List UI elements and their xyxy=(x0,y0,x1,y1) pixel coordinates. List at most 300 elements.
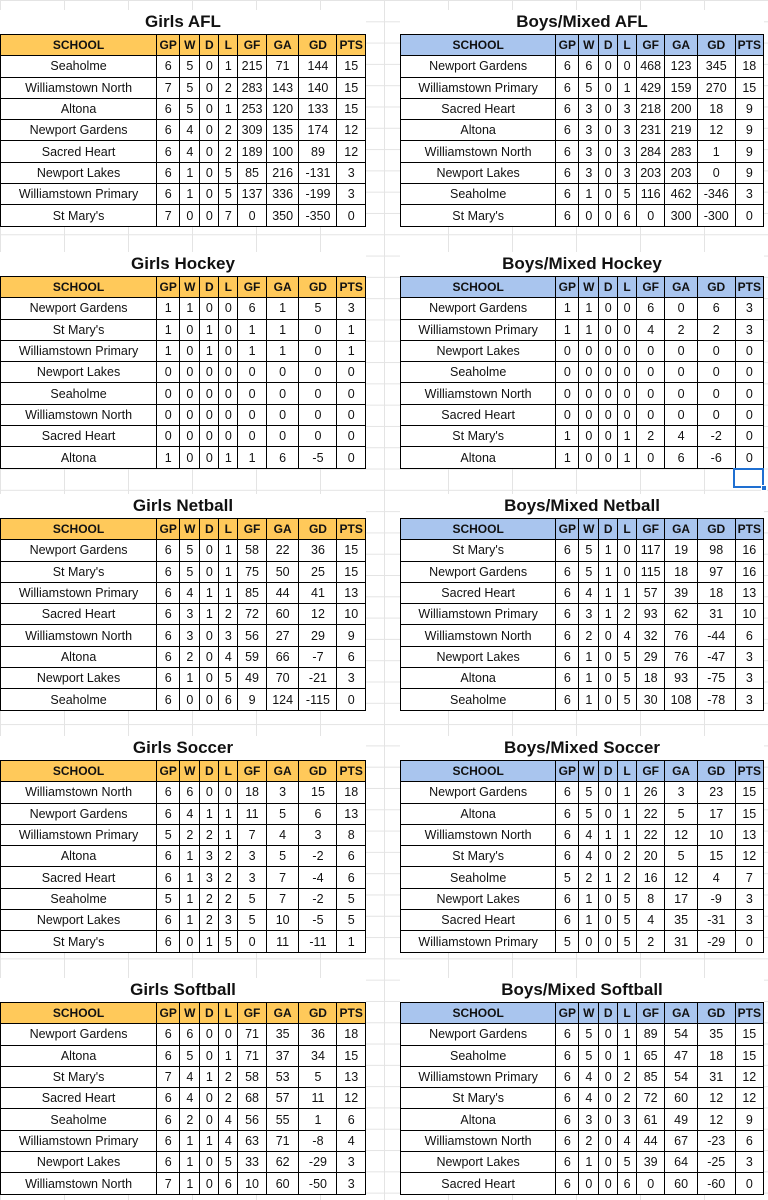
stat-cell-gp[interactable]: 6 xyxy=(157,1088,180,1109)
stat-cell-gd[interactable]: -4 xyxy=(299,867,337,888)
stat-cell-ga[interactable]: 35 xyxy=(665,910,698,931)
stat-cell-l[interactable]: 1 xyxy=(618,782,637,803)
stat-cell-d[interactable]: 0 xyxy=(599,141,618,162)
stat-cell-ga[interactable]: 0 xyxy=(665,340,698,361)
stat-cell-gp[interactable]: 6 xyxy=(556,561,579,582)
school-cell[interactable]: Williamstown Primary xyxy=(401,931,556,952)
school-cell[interactable]: Williamstown North xyxy=(401,824,556,845)
stat-cell-gd[interactable]: -60 xyxy=(697,1173,735,1194)
stat-cell-ga[interactable]: 350 xyxy=(266,205,299,226)
stat-cell-gd[interactable]: 0 xyxy=(697,162,735,183)
stat-cell-pts[interactable]: 3 xyxy=(337,298,366,319)
stat-cell-gd[interactable]: -9 xyxy=(697,888,735,909)
stat-cell-gf[interactable]: 0 xyxy=(637,447,665,468)
stat-cell-gf[interactable]: 5 xyxy=(238,910,266,931)
stat-cell-l[interactable]: 2 xyxy=(618,1088,637,1109)
stat-cell-l[interactable]: 2 xyxy=(219,867,238,888)
school-cell[interactable]: Sacred Heart xyxy=(1,867,157,888)
stat-cell-gd[interactable]: -346 xyxy=(697,184,735,205)
stat-cell-ga[interactable]: 62 xyxy=(266,1152,299,1173)
stat-cell-gd[interactable]: -199 xyxy=(299,184,337,205)
stat-cell-d[interactable]: 0 xyxy=(200,561,219,582)
stat-cell-w[interactable]: 0 xyxy=(180,447,200,468)
stat-cell-gf[interactable]: 2 xyxy=(637,426,665,447)
stat-cell-gf[interactable]: 85 xyxy=(238,162,266,183)
stat-cell-d[interactable]: 0 xyxy=(200,1088,219,1109)
stat-cell-l[interactable]: 1 xyxy=(219,803,238,824)
stat-cell-gf[interactable]: 231 xyxy=(637,120,665,141)
stat-cell-ga[interactable]: 0 xyxy=(665,383,698,404)
stat-cell-d[interactable]: 3 xyxy=(200,867,219,888)
stat-cell-w[interactable]: 5 xyxy=(180,77,200,98)
stat-cell-pts[interactable]: 0 xyxy=(735,340,763,361)
stat-cell-gp[interactable]: 6 xyxy=(556,162,579,183)
stat-cell-gp[interactable]: 6 xyxy=(556,120,579,141)
stat-cell-l[interactable]: 0 xyxy=(618,362,637,383)
stat-cell-gp[interactable]: 6 xyxy=(157,910,180,931)
column-header-gd[interactable]: GD xyxy=(299,761,337,782)
school-cell[interactable]: Williamstown North xyxy=(1,404,157,425)
stat-cell-ga[interactable]: 5 xyxy=(266,803,299,824)
stat-cell-d[interactable]: 1 xyxy=(200,319,219,340)
stat-cell-gd[interactable]: 0 xyxy=(299,319,337,340)
stat-cell-l[interactable]: 6 xyxy=(618,1173,637,1194)
stat-cell-ga[interactable]: 53 xyxy=(266,1066,299,1087)
stat-cell-l[interactable]: 3 xyxy=(219,625,238,646)
column-header-gf[interactable]: GF xyxy=(238,761,266,782)
school-cell[interactable]: Newport Gardens xyxy=(401,561,556,582)
stat-cell-w[interactable]: 0 xyxy=(180,426,200,447)
stat-cell-ga[interactable]: 135 xyxy=(266,120,299,141)
stat-cell-pts[interactable]: 7 xyxy=(735,867,763,888)
stat-cell-pts[interactable]: 3 xyxy=(735,910,763,931)
stat-cell-pts[interactable]: 18 xyxy=(337,782,366,803)
stat-cell-d[interactable]: 0 xyxy=(599,162,618,183)
school-cell[interactable]: St Mary's xyxy=(401,426,556,447)
stat-cell-l[interactable]: 2 xyxy=(219,846,238,867)
stat-cell-w[interactable]: 0 xyxy=(180,340,200,361)
stat-cell-d[interactable]: 0 xyxy=(599,77,618,98)
stat-cell-ga[interactable]: 5 xyxy=(665,803,698,824)
column-header-gf[interactable]: GF xyxy=(238,277,266,298)
column-header-d[interactable]: D xyxy=(200,761,219,782)
stat-cell-gf[interactable]: 39 xyxy=(637,1152,665,1173)
stat-cell-pts[interactable]: 0 xyxy=(337,383,366,404)
stat-cell-l[interactable]: 1 xyxy=(618,426,637,447)
stat-cell-gp[interactable]: 6 xyxy=(157,668,180,689)
stat-cell-pts[interactable]: 15 xyxy=(337,1045,366,1066)
stat-cell-gf[interactable]: 63 xyxy=(238,1130,266,1151)
stat-cell-gd[interactable]: -2 xyxy=(299,846,337,867)
stat-cell-d[interactable]: 0 xyxy=(599,426,618,447)
stat-cell-gp[interactable]: 5 xyxy=(556,867,579,888)
school-cell[interactable]: Williamstown Primary xyxy=(1,340,157,361)
stat-cell-l[interactable]: 0 xyxy=(618,340,637,361)
stat-cell-d[interactable]: 1 xyxy=(599,867,618,888)
stat-cell-ga[interactable]: 54 xyxy=(665,1066,698,1087)
column-header-school[interactable]: SCHOOL xyxy=(401,1003,556,1024)
column-header-pts[interactable]: PTS xyxy=(735,277,763,298)
stat-cell-gp[interactable]: 0 xyxy=(157,404,180,425)
column-header-gd[interactable]: GD xyxy=(697,1003,735,1024)
stat-cell-gd[interactable]: 0 xyxy=(299,362,337,383)
stat-cell-ga[interactable]: 1 xyxy=(266,340,299,361)
school-cell[interactable]: Altona xyxy=(1,1045,157,1066)
stat-cell-l[interactable]: 0 xyxy=(219,426,238,447)
stat-cell-d[interactable]: 0 xyxy=(200,184,219,205)
stat-cell-w[interactable]: 4 xyxy=(180,803,200,824)
stat-cell-gd[interactable]: -29 xyxy=(697,931,735,952)
column-header-gp[interactable]: GP xyxy=(556,1003,579,1024)
school-cell[interactable]: Newport Gardens xyxy=(1,803,157,824)
school-cell[interactable]: Altona xyxy=(1,646,157,667)
stat-cell-w[interactable]: 0 xyxy=(579,1173,599,1194)
stat-cell-gp[interactable]: 6 xyxy=(556,846,579,867)
stat-cell-ga[interactable]: 76 xyxy=(665,646,698,667)
stat-cell-ga[interactable]: 0 xyxy=(266,426,299,447)
school-cell[interactable]: Newport Lakes xyxy=(401,162,556,183)
stat-cell-gp[interactable]: 1 xyxy=(556,426,579,447)
stat-cell-l[interactable]: 2 xyxy=(219,1066,238,1087)
column-header-w[interactable]: W xyxy=(579,761,599,782)
stat-cell-ga[interactable]: 19 xyxy=(665,540,698,561)
school-cell[interactable]: Sacred Heart xyxy=(401,404,556,425)
column-header-w[interactable]: W xyxy=(579,1003,599,1024)
stat-cell-ga[interactable]: 123 xyxy=(665,56,698,77)
stat-cell-gf[interactable]: 59 xyxy=(238,646,266,667)
stat-cell-gd[interactable]: -6 xyxy=(697,447,735,468)
column-header-gp[interactable]: GP xyxy=(556,519,579,540)
stat-cell-d[interactable]: 0 xyxy=(200,540,219,561)
stat-cell-l[interactable]: 1 xyxy=(618,803,637,824)
stat-cell-gd[interactable]: 15 xyxy=(697,846,735,867)
stat-cell-l[interactable]: 1 xyxy=(219,561,238,582)
stat-cell-w[interactable]: 1 xyxy=(180,888,200,909)
stat-cell-gd[interactable]: -11 xyxy=(299,931,337,952)
stat-cell-pts[interactable]: 3 xyxy=(735,888,763,909)
stat-cell-gd[interactable]: 0 xyxy=(697,340,735,361)
column-header-gp[interactable]: GP xyxy=(157,35,180,56)
stat-cell-w[interactable]: 3 xyxy=(579,120,599,141)
stat-cell-pts[interactable]: 6 xyxy=(337,846,366,867)
stat-cell-gd[interactable]: -44 xyxy=(697,625,735,646)
stat-cell-l[interactable]: 1 xyxy=(219,824,238,845)
stat-cell-d[interactable]: 0 xyxy=(200,120,219,141)
stat-cell-gf[interactable]: 3 xyxy=(238,846,266,867)
school-cell[interactable]: Williamstown North xyxy=(401,1130,556,1151)
stat-cell-d[interactable]: 0 xyxy=(599,846,618,867)
stat-cell-gf[interactable]: 32 xyxy=(637,625,665,646)
stat-cell-gd[interactable]: 6 xyxy=(299,803,337,824)
stat-cell-w[interactable]: 1 xyxy=(579,1152,599,1173)
column-header-gd[interactable]: GD xyxy=(697,35,735,56)
stat-cell-gf[interactable]: 72 xyxy=(238,604,266,625)
stat-cell-pts[interactable]: 15 xyxy=(337,77,366,98)
school-cell[interactable]: Williamstown Primary xyxy=(401,604,556,625)
stat-cell-gp[interactable]: 6 xyxy=(157,98,180,119)
stat-cell-gp[interactable]: 6 xyxy=(157,540,180,561)
stat-cell-gp[interactable]: 6 xyxy=(556,184,579,205)
stat-cell-gd[interactable]: 1 xyxy=(299,1109,337,1130)
stat-cell-d[interactable]: 2 xyxy=(200,888,219,909)
stat-cell-l[interactable]: 4 xyxy=(618,625,637,646)
column-header-school[interactable]: SCHOOL xyxy=(401,35,556,56)
school-cell[interactable]: Sacred Heart xyxy=(1,1088,157,1109)
stat-cell-w[interactable]: 1 xyxy=(180,668,200,689)
school-cell[interactable]: St Mary's xyxy=(401,1088,556,1109)
stat-cell-gp[interactable]: 1 xyxy=(556,298,579,319)
stat-cell-l[interactable]: 0 xyxy=(219,404,238,425)
stat-cell-gd[interactable]: 36 xyxy=(299,540,337,561)
stat-cell-gd[interactable]: 12 xyxy=(697,1109,735,1130)
stat-cell-pts[interactable]: 15 xyxy=(735,803,763,824)
stat-cell-gf[interactable]: 93 xyxy=(637,604,665,625)
stat-cell-d[interactable]: 0 xyxy=(599,447,618,468)
stat-cell-d[interactable]: 0 xyxy=(599,205,618,226)
stat-cell-gd[interactable]: 6 xyxy=(697,298,735,319)
school-cell[interactable]: Seaholme xyxy=(1,56,157,77)
stat-cell-gp[interactable]: 6 xyxy=(157,141,180,162)
stat-cell-ga[interactable]: 6 xyxy=(665,447,698,468)
stat-cell-pts[interactable]: 15 xyxy=(337,540,366,561)
stat-cell-gd[interactable]: -50 xyxy=(299,1173,337,1194)
column-header-pts[interactable]: PTS xyxy=(337,277,366,298)
stat-cell-w[interactable]: 4 xyxy=(579,824,599,845)
school-cell[interactable]: Seaholme xyxy=(1,383,157,404)
stat-cell-gp[interactable]: 6 xyxy=(556,1173,579,1194)
stat-cell-l[interactable]: 0 xyxy=(219,383,238,404)
stat-cell-ga[interactable]: 37 xyxy=(266,1045,299,1066)
column-header-l[interactable]: L xyxy=(219,277,238,298)
stat-cell-ga[interactable]: 143 xyxy=(266,77,299,98)
stat-cell-gd[interactable]: 345 xyxy=(697,56,735,77)
stat-cell-d[interactable]: 1 xyxy=(599,561,618,582)
column-header-gf[interactable]: GF xyxy=(637,761,665,782)
stat-cell-d[interactable]: 0 xyxy=(200,625,219,646)
stat-cell-gf[interactable]: 22 xyxy=(637,803,665,824)
stat-cell-l[interactable]: 0 xyxy=(219,1024,238,1045)
stat-cell-ga[interactable]: 27 xyxy=(266,625,299,646)
school-cell[interactable]: Newport Gardens xyxy=(1,298,157,319)
stat-cell-ga[interactable]: 336 xyxy=(266,184,299,205)
stat-cell-gd[interactable]: 18 xyxy=(697,98,735,119)
stat-cell-l[interactable]: 3 xyxy=(618,162,637,183)
column-header-gf[interactable]: GF xyxy=(637,519,665,540)
stat-cell-w[interactable]: 1 xyxy=(579,888,599,909)
stat-cell-d[interactable]: 1 xyxy=(200,340,219,361)
column-header-gp[interactable]: GP xyxy=(556,35,579,56)
stat-cell-gf[interactable]: 0 xyxy=(238,931,266,952)
stat-cell-gd[interactable]: 12 xyxy=(697,1088,735,1109)
stat-cell-w[interactable]: 1 xyxy=(180,846,200,867)
stat-cell-w[interactable]: 5 xyxy=(579,77,599,98)
stat-cell-ga[interactable]: 17 xyxy=(665,888,698,909)
stat-cell-gf[interactable]: 283 xyxy=(238,77,266,98)
stat-cell-ga[interactable]: 2 xyxy=(665,319,698,340)
stat-cell-gp[interactable]: 1 xyxy=(556,447,579,468)
stat-cell-gd[interactable]: -29 xyxy=(299,1152,337,1173)
stat-cell-w[interactable]: 3 xyxy=(579,1109,599,1130)
stat-cell-ga[interactable]: 1 xyxy=(266,319,299,340)
stat-cell-pts[interactable]: 16 xyxy=(735,561,763,582)
stat-cell-gf[interactable]: 58 xyxy=(238,540,266,561)
school-cell[interactable]: Williamstown North xyxy=(1,77,157,98)
stat-cell-pts[interactable]: 0 xyxy=(337,447,366,468)
stat-cell-pts[interactable]: 15 xyxy=(337,98,366,119)
stat-cell-l[interactable]: 0 xyxy=(219,782,238,803)
column-header-pts[interactable]: PTS xyxy=(337,1003,366,1024)
stat-cell-w[interactable]: 5 xyxy=(579,803,599,824)
stat-cell-l[interactable]: 6 xyxy=(219,1173,238,1194)
stat-cell-gf[interactable]: 309 xyxy=(238,120,266,141)
stat-cell-ga[interactable]: 7 xyxy=(266,867,299,888)
column-header-school[interactable]: SCHOOL xyxy=(401,761,556,782)
column-header-gd[interactable]: GD xyxy=(299,277,337,298)
stat-cell-gp[interactable]: 6 xyxy=(157,582,180,603)
stat-cell-w[interactable]: 5 xyxy=(180,98,200,119)
stat-cell-d[interactable]: 0 xyxy=(200,1109,219,1130)
stat-cell-pts[interactable]: 5 xyxy=(337,910,366,931)
stat-cell-ga[interactable]: 100 xyxy=(266,141,299,162)
stat-cell-gd[interactable]: 5 xyxy=(299,1066,337,1087)
stat-cell-l[interactable]: 0 xyxy=(219,340,238,361)
column-header-pts[interactable]: PTS xyxy=(735,35,763,56)
stat-cell-gp[interactable]: 6 xyxy=(556,1109,579,1130)
stat-cell-d[interactable]: 0 xyxy=(599,1130,618,1151)
stat-cell-w[interactable]: 5 xyxy=(579,782,599,803)
stat-cell-gd[interactable]: 97 xyxy=(697,561,735,582)
stat-cell-l[interactable]: 5 xyxy=(618,668,637,689)
stat-cell-gd[interactable]: 11 xyxy=(299,1088,337,1109)
stat-cell-d[interactable]: 0 xyxy=(599,1109,618,1130)
stat-cell-pts[interactable]: 0 xyxy=(337,205,366,226)
stat-cell-gp[interactable]: 6 xyxy=(556,1066,579,1087)
stat-cell-gf[interactable]: 56 xyxy=(238,1109,266,1130)
column-header-w[interactable]: W xyxy=(180,519,200,540)
stat-cell-pts[interactable]: 0 xyxy=(735,205,763,226)
stat-cell-gd[interactable]: 270 xyxy=(697,77,735,98)
stat-cell-pts[interactable]: 1 xyxy=(337,340,366,361)
stat-cell-gd[interactable]: 31 xyxy=(697,604,735,625)
school-cell[interactable]: Newport Gardens xyxy=(1,540,157,561)
stat-cell-w[interactable]: 0 xyxy=(180,205,200,226)
stat-cell-d[interactable]: 0 xyxy=(599,1173,618,1194)
column-header-ga[interactable]: GA xyxy=(665,761,698,782)
column-header-d[interactable]: D xyxy=(200,277,219,298)
stat-cell-ga[interactable]: 124 xyxy=(266,689,299,710)
stat-cell-w[interactable]: 1 xyxy=(180,1130,200,1151)
stat-cell-pts[interactable]: 3 xyxy=(337,1152,366,1173)
stat-cell-pts[interactable]: 3 xyxy=(337,184,366,205)
stat-cell-d[interactable]: 0 xyxy=(599,1066,618,1087)
column-header-pts[interactable]: PTS xyxy=(337,35,366,56)
stat-cell-gf[interactable]: 16 xyxy=(637,867,665,888)
column-header-d[interactable]: D xyxy=(200,1003,219,1024)
stat-cell-gd[interactable]: 0 xyxy=(697,362,735,383)
stat-cell-gf[interactable]: 18 xyxy=(238,782,266,803)
column-header-pts[interactable]: PTS xyxy=(735,1003,763,1024)
stat-cell-pts[interactable]: 0 xyxy=(735,447,763,468)
stat-cell-gf[interactable]: 3 xyxy=(238,867,266,888)
stat-cell-w[interactable]: 2 xyxy=(180,646,200,667)
school-cell[interactable]: Newport Gardens xyxy=(1,1024,157,1045)
school-cell[interactable]: Sacred Heart xyxy=(401,98,556,119)
column-header-d[interactable]: D xyxy=(200,35,219,56)
fill-handle[interactable] xyxy=(761,485,767,491)
stat-cell-gd[interactable]: 89 xyxy=(299,141,337,162)
stat-cell-pts[interactable]: 9 xyxy=(735,141,763,162)
stat-cell-gd[interactable]: 133 xyxy=(299,98,337,119)
stat-cell-d[interactable]: 0 xyxy=(599,56,618,77)
column-header-ga[interactable]: GA xyxy=(266,35,299,56)
stat-cell-ga[interactable]: 12 xyxy=(665,824,698,845)
stat-cell-ga[interactable]: 216 xyxy=(266,162,299,183)
school-cell[interactable]: St Mary's xyxy=(1,319,157,340)
stat-cell-gp[interactable]: 6 xyxy=(556,205,579,226)
stat-cell-gp[interactable]: 6 xyxy=(556,824,579,845)
school-cell[interactable]: Newport Lakes xyxy=(1,1152,157,1173)
column-header-ga[interactable]: GA xyxy=(665,519,698,540)
stat-cell-gp[interactable]: 6 xyxy=(556,1088,579,1109)
school-cell[interactable]: Newport Gardens xyxy=(401,782,556,803)
stat-cell-l[interactable]: 1 xyxy=(219,447,238,468)
stat-cell-d[interactable]: 0 xyxy=(599,298,618,319)
stat-cell-pts[interactable]: 13 xyxy=(735,824,763,845)
stat-cell-gf[interactable]: 5 xyxy=(238,888,266,909)
stat-cell-ga[interactable]: 0 xyxy=(665,362,698,383)
stat-cell-gp[interactable]: 6 xyxy=(556,646,579,667)
stat-cell-pts[interactable]: 13 xyxy=(337,803,366,824)
stat-cell-gp[interactable]: 1 xyxy=(157,447,180,468)
stat-cell-l[interactable]: 0 xyxy=(618,561,637,582)
school-cell[interactable]: Newport Gardens xyxy=(401,298,556,319)
stat-cell-d[interactable]: 0 xyxy=(599,888,618,909)
stat-cell-l[interactable]: 0 xyxy=(618,404,637,425)
school-cell[interactable]: Newport Gardens xyxy=(401,1024,556,1045)
stat-cell-ga[interactable]: 31 xyxy=(665,931,698,952)
column-header-pts[interactable]: PTS xyxy=(337,519,366,540)
stat-cell-pts[interactable]: 6 xyxy=(735,1130,763,1151)
column-header-gp[interactable]: GP xyxy=(157,519,180,540)
school-cell[interactable]: Williamstown Primary xyxy=(1,184,157,205)
stat-cell-ga[interactable]: 71 xyxy=(266,56,299,77)
stat-cell-l[interactable]: 5 xyxy=(219,184,238,205)
stat-cell-pts[interactable]: 6 xyxy=(337,1109,366,1130)
column-header-d[interactable]: D xyxy=(599,1003,618,1024)
stat-cell-d[interactable]: 0 xyxy=(599,319,618,340)
stat-cell-l[interactable]: 1 xyxy=(219,56,238,77)
school-cell[interactable]: St Mary's xyxy=(401,205,556,226)
stat-cell-w[interactable]: 1 xyxy=(180,910,200,931)
stat-cell-gp[interactable]: 0 xyxy=(157,426,180,447)
stat-cell-gd[interactable]: -2 xyxy=(697,426,735,447)
stat-cell-d[interactable]: 1 xyxy=(200,604,219,625)
column-header-school[interactable]: SCHOOL xyxy=(1,35,157,56)
stat-cell-l[interactable]: 1 xyxy=(219,1045,238,1066)
stat-cell-ga[interactable]: 22 xyxy=(266,540,299,561)
school-cell[interactable]: Newport Lakes xyxy=(401,646,556,667)
stat-cell-gp[interactable]: 0 xyxy=(157,383,180,404)
stat-cell-gd[interactable]: -5 xyxy=(299,447,337,468)
column-header-pts[interactable]: PTS xyxy=(337,761,366,782)
school-cell[interactable]: Newport Lakes xyxy=(1,162,157,183)
column-header-l[interactable]: L xyxy=(219,35,238,56)
stat-cell-d[interactable]: 0 xyxy=(200,98,219,119)
stat-cell-l[interactable]: 1 xyxy=(618,824,637,845)
school-cell[interactable]: Newport Lakes xyxy=(1,362,157,383)
school-cell[interactable]: Seaholme xyxy=(1,888,157,909)
stat-cell-l[interactable]: 3 xyxy=(618,1109,637,1130)
